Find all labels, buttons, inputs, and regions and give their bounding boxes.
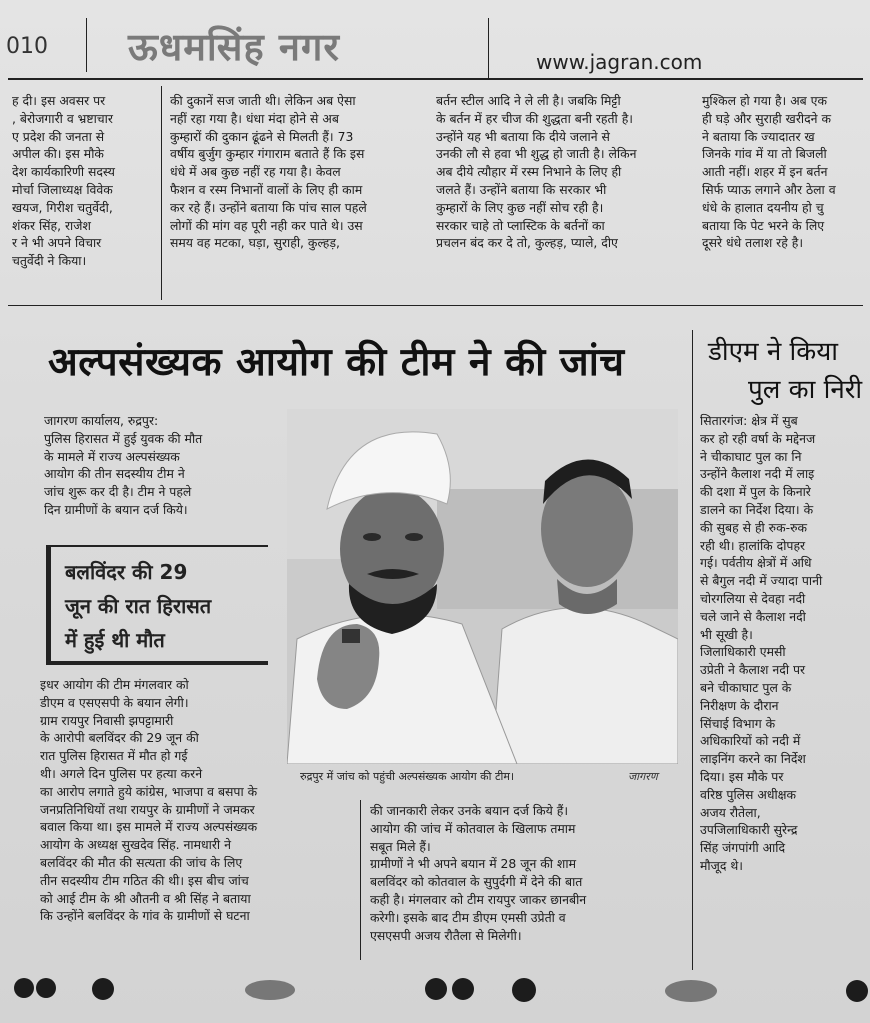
side-headline-line1: डीएम ने किया — [708, 337, 839, 367]
article-intro: जागरण कार्यालय, रुद्रपुर: पुलिस हिरासत में हुई युवक की मौत के मामले में राज्य अल्पसंख्यक आयोग की तीन सदस्यीय टीम ने जांच शुरू कर दी है। टीम ने पहले दिन ग्रामीणों के बयान दर्ज किये। — [44, 413, 203, 517]
photo-caption: रुद्रपुर में जांच को पहुंची अल्पसंख्यक आयोग की टीम। — [300, 770, 515, 783]
masthead-divider — [488, 18, 489, 78]
top-column-2: की दुकानें सज जाती थी। लेकिन अब ऐसा नहीं रहा गया है। धंधा मंदा होने से अब कुम्हारों की दुकान ढूंढने से मिलती हैं। 73 वर्षीय बुर्जुग कुम्हार गंगाराम बताते हैं कि इस धंधे में अब कुछ नहीं रह गया है। केवल फैशन व रस्म निभानों वालों के लिए ही काम कर रहे हैं। उन्होंने बताया कि पांच साल पहले लोगों की मांग वह पूरी नही कर पाते थे। उस समय वह मटका, घड़ा, सुराही, कुल्हड़, — [170, 93, 367, 251]
punch-hole — [665, 980, 717, 1002]
side-article-body: सितारगंज: क्षेत्र में सुब कर हो रही वर्षा के मद्देनज ने चीकाघाट पुल का नि उन्होंने कैलाश नदी में लाइ की दशा में पुल के किनारे डालने का निर्देश दिया। के की सुबह से ही रुक-रुक रही थी। हालांकि दोपहर गई। पर्वतीय क्षेत्रों में अधि से बैगुल नदी में ज्यादा पानी चोरगलिया से देवहा नदी चले जाने से कैलाश नदी भी सूखी है। जिलाधिकारी एमसी उप्रेती ने कैलाश नदी पर बने चीकाघाट पुल के निरीक्षण के दौरान सिंचाई विभाग के अधिकारियों को नदी में लाइनिंग करने का निर्देश दिया। इस मौके पर वरिष्ठ पुलिस अधीक्षक अजय रौतेला, उपजिलाधिकारी सुरेन्द्र सिंह जंगपांगी आदि मौजूद थे। — [700, 413, 823, 873]
masthead-divider — [86, 18, 87, 72]
section-rule — [8, 305, 863, 306]
article-headline: अल्पसंख्यक आयोग की टीम ने की जांच — [48, 340, 625, 385]
top-column-4: मुश्किल हो गया है। अब एक ही घड़े और सुराही खरीदने क ने बताया कि ज्यादातर ख जिनके गांव में या तो बिजली आती नहीं। शहर में इन बर्तन सिर्फ प्याऊ लगाने और ठेला व धंधे के हालात दयनीय हो चु बताया कि पेट भरने के लिए दूसरे धंधे तलाश रहे है। — [702, 93, 836, 251]
top-column-3: बर्तन स्टील आदि ने ले ली है। जबकि मिट्टी के बर्तन में हर चीज की शुद्धता बनी रहती है। उन्होंने यह भी बताया कि दीये जलाने से उनकी लौ से हवा भी शुद्ध हो जाती है। लेकिन अब दीये त्यौहार में रस्म निभाने के लिए ही जलते हैं। उन्होंने बताया कि सरकार भी कुम्हारों के लिए कुछ नहीं सोच रही है। सरकार चाहे तो प्लास्टिक के बर्तनों का प्रचलन बंद कर दे तो, कुल्हड़, प्याले, दीए — [436, 93, 637, 251]
column-rule — [360, 800, 361, 960]
side-headline-line2: पुल का निरी — [748, 375, 863, 405]
section-title: ऊधमसिंह नगर — [128, 25, 340, 69]
punch-hole — [245, 980, 295, 1000]
punch-hole — [425, 978, 447, 1000]
photo-credit: जागरण — [628, 770, 658, 783]
pull-quote: बलविंदर की 29 जून की रात हिरासत में हुई थी मौत — [46, 545, 268, 665]
punch-hole — [14, 978, 34, 998]
punch-hole — [92, 978, 114, 1000]
article-body-right: की जानकारी लेकर उनके बयान दर्ज किये हैं। आयोग की जांच में कोतवाल के खिलाफ तमाम सबूत मिले हैं। ग्रामीणों ने भी अपने बयान में 28 जून की शाम बलविंदर को कोतवाल के सुपुर्दगी में देने की बात कही है। मंगलवार को टीम रायपुर जाकर छानबीन करेगी। इसके बाद टीम डीएम एमसी उप्रेती व एसएसपी अजय रौतैला से मिलेगी। — [370, 803, 587, 943]
article-body-left: इधर आयोग की टीम मंगलवार को डीएम व एसएसपी के बयान लेगी। ग्राम रायपुर निवासी झपट्टामारी के आरोपी बलविंदर की 29 जून की रात पुलिस हिरासत में मौत हो गई थी। अगले दिन पुलिस पर हत्या करने का आरोप लगाते हुये कांग्रेस, भाजपा व बसपा के जनप्रतिनिधियों तथा रायपुर के ग्रामीणों ने जमकर बवाल किया था। इस मामले में राज्य अल्पसंख्यक आयोग के अध्यक्ष सुखदेव सिंह. नामधारी ने बलविंदर की मौत की सत्यता की जांच के लिए तीन सदस्यीय टीम गठित की थी। इस बीच जांच को आई टीम के श्री औतनी व श्री सिंह ने बताया कि उन्होंने बलविंदर के गांव के ग्रामीणों से घटना — [40, 677, 258, 924]
punch-hole — [512, 978, 536, 1002]
top-column-1: ह दी। इस अवसर पर , बेरोजगारी व भ्रष्टाचार ए प्रदेश की जनता से अपील की। इस मौके देश कार्यकारिणी सदस्य मोर्चा जिलाध्यक्ष विवेक खयज, गिरीश चतुर्वेदी, शंकर सिंह, राजेश र ने भी अपने विचार चतुर्वेदी ने किया। — [12, 93, 115, 269]
photo-illustration — [287, 409, 678, 764]
news-photo — [287, 409, 678, 764]
website-url: www.jagran.com — [536, 50, 703, 74]
punch-hole — [452, 978, 474, 1000]
punch-hole — [846, 980, 868, 1002]
page-date-fragment: 010 — [6, 34, 48, 59]
column-rule — [692, 330, 693, 970]
column-rule — [161, 86, 162, 300]
punch-hole — [36, 978, 56, 998]
masthead-rule — [8, 78, 863, 80]
